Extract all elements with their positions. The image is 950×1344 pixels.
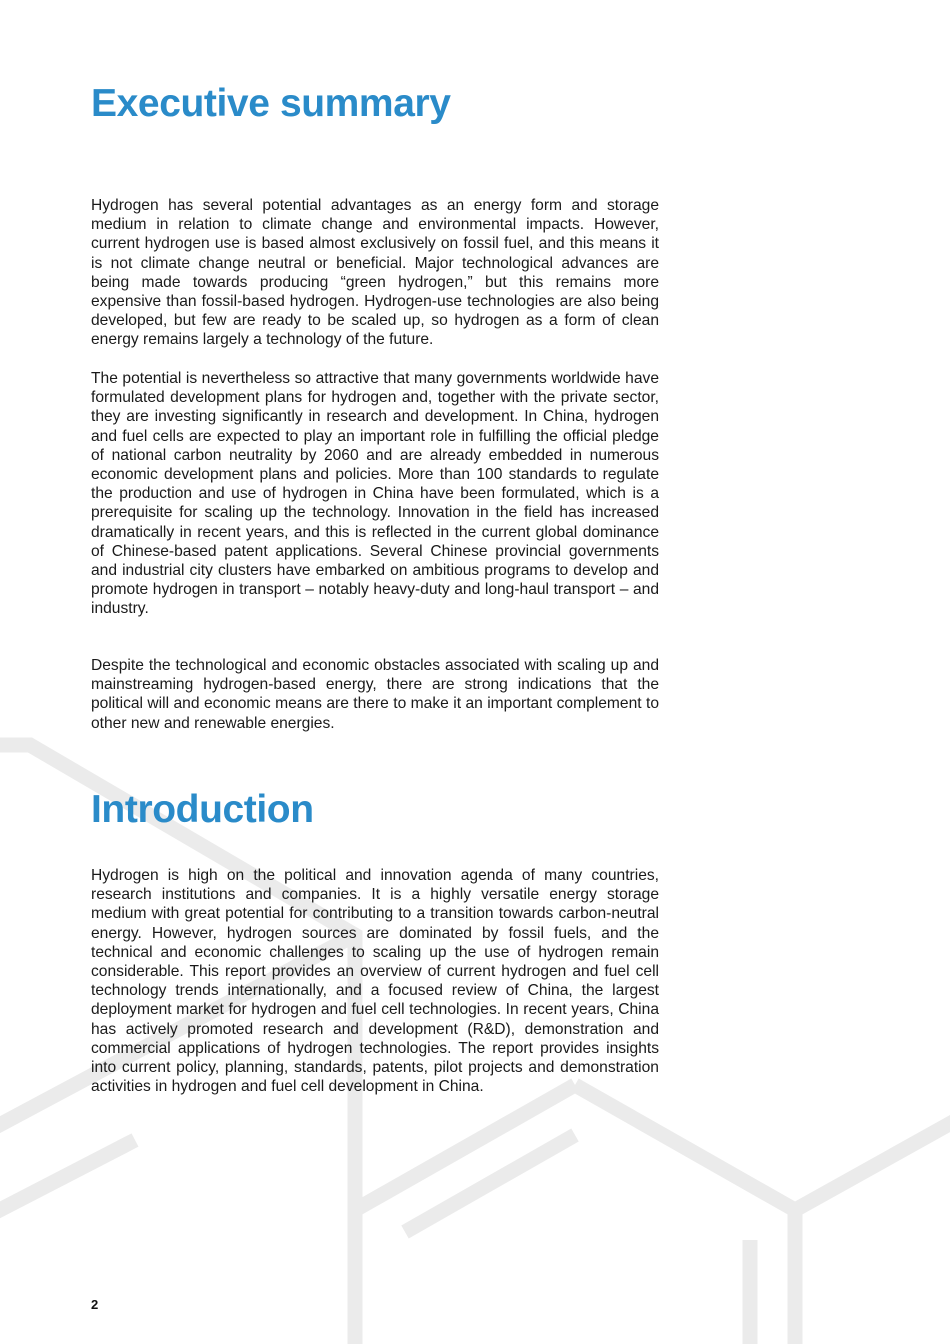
executive-summary-paragraph-1: Hydrogen has several potential advantages as an energy form and storage medium in relation to climate change and environmental impacts. However, current hydrogen use is based almost exclusively on fossil fuel, and this means it is not climate change neutral or beneficial. Major technological advances are being made towards producing “green hydrogen,” but this remains more expensive than fossil-based hydrogen. Hydrogen-use technologies are also being developed, but few are ready to be scaled up, so hydrogen as a form of clean energy remains largely a technology of the future. [91,197,659,349]
executive-summary-paragraph-3: Despite the technological and economic obstacles associated with scaling up and mainstreaming hydrogen-based energy, there are strong indications that the political will and economic means are there to make it an important complement to other new and renewable energies. [91,657,659,732]
page-number: 2 [91,1297,99,1312]
introduction-heading: Introduction [91,788,314,831]
introduction-paragraph-1: Hydrogen is high on the political and innovation agenda of many countries, research institutions and companies. It is a highly versatile energy storage medium with great potential for contributing to a transition towards carbon-neutral energy. However, hydrogen sources are dominated by fossil fuels, and the technical and economic challenges to scaling up the use of hydrogen remain considerable. This report provides an overview of current hydrogen and fuel cell technology trends internationally, and a focused review of China, the largest deployment market for hydrogen and fuel cell technologies. In recent years, China has actively promoted research and development (R&D), demonstration and commercial applications of hydrogen technologies. The report provides insights into current policy, planning, standards, patents, pilot projects and demonstration activities in hydrogen and fuel cell development in China. [91,867,659,1096]
executive-summary-paragraph-2: The potential is nevertheless so attractive that many governments worldwide have formulated development plans for hydrogen and, together with the private sector, they are investing significantly in research and development. In China, hydrogen and fuel cells are expected to play an important role in fulfilling the official pledge of national carbon neutrality by 2060 and are already embedded in numerous economic development plans and policies. More than 100 standards to regulate the production and use of hydrogen in China have been formulated, which is a prerequisite for scaling up the technology. Innovation in the field has increased dramatically in recent years, and this is reflected in the current global dominance of Chinese-based patent applications. Several Chinese provincial governments and industrial city clusters have embarked on ambitious programs to develop and promote hydrogen in transport – notably heavy-duty and long-haul transport – and industry. [91,370,659,618]
executive-summary-heading: Executive summary [91,82,451,125]
